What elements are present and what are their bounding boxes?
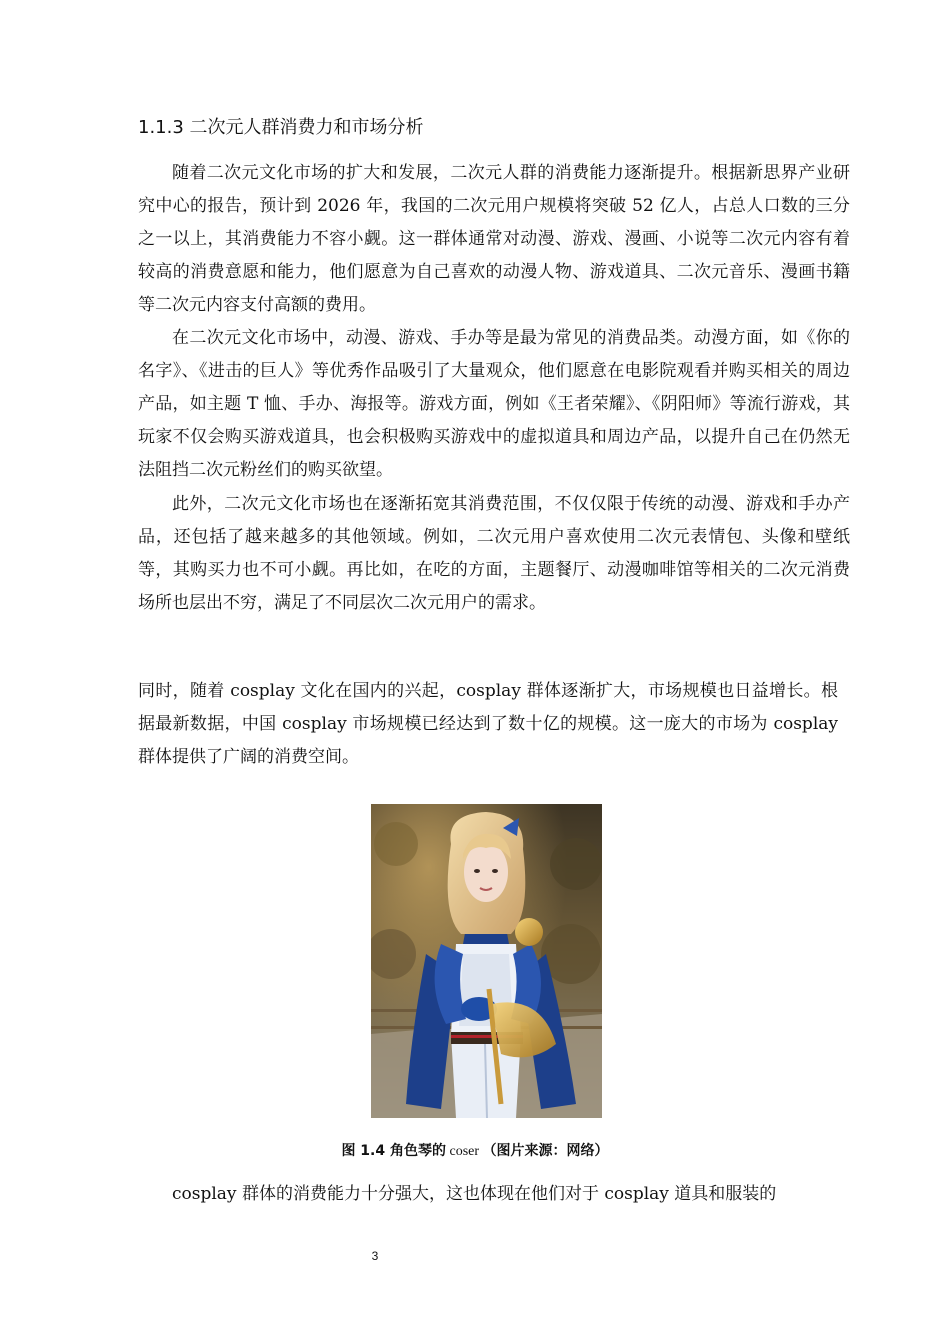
section-heading: 1.1.3 二次元人群消费力和市场分析: [138, 117, 424, 138]
paragraph-expanding-scope: 此外，二次元文化市场也在逐渐拓宽其消费范围，不仅仅限于传统的动漫、游戏和手办产品，还包括了越来越多的其他领域。例如，二次元用户喜欢使用二次元表情包、头像和壁纸等，其购买力也不可小觑。再比如，在吃的方面，主题餐厅、动漫咖啡馆等相关的二次元消费场所也层出不穷，满足了不同层次二次元用户的需求。: [138, 494, 850, 613]
paragraph-cosplay-market: 同时，随着 cosplay 文化在国内的兴起，cosplay 群体逐渐扩大，市场规模也日益增长。根据最新数据，中国 cosplay 市场规模已经达到了数十亿的规模。这一庞大的市场为 cosplay 群体提供了广阔的消费空间。: [138, 681, 838, 767]
paragraph-consumer-categories: 在二次元文化市场中，动漫、游戏、手办等是最为常见的消费品类。动漫方面，如《你的名字》、《进击的巨人》等优秀作品吸引了大量观众，他们愿意在电影院观看并购买相关的周边产品，如主题 T 恤、手办、海报等。游戏方面，例如《王者荣耀》、《阴阳师》等流行游戏，其玩家不仅会购买游戏道具，也会积极购买游戏中的虚拟道具和周边产品，以提升自己在仍然无法阻挡二次元粉丝们的购买欲望。: [138, 328, 850, 480]
page-number: 3: [371, 1249, 379, 1263]
figure-caption-label: 图 1.4 角色琴的: [341, 1143, 446, 1159]
cosplay-photo: [371, 804, 602, 1118]
paragraph-cosplay-spending: cosplay 群体的消费能力十分强大，这也体现在他们对于 cosplay 道具和服装的: [172, 1184, 777, 1204]
figure-caption: [0, 1140, 950, 1163]
paragraph-consumption-power: 随着二次元文化市场的扩大和发展，二次元人群的消费能力逐渐提升。根据新思界产业研究中心的报告，预计到 2026 年，我国的二次元用户规模将突破 52 亿人，占总人口数的三分之一以上，其消费能力不容小觑。这一群体通常对动漫、游戏、漫画、小说等二次元内容有着较高的消费意愿和能力，他们愿意为自己喜欢的动漫人物、游戏道具、二次元音乐、漫画书籍等二次元内容支付高额的费用。: [138, 163, 850, 315]
figure-caption-coser: coser: [446, 1144, 483, 1159]
figure-caption-source: （图片来源：网络）: [482, 1143, 609, 1159]
